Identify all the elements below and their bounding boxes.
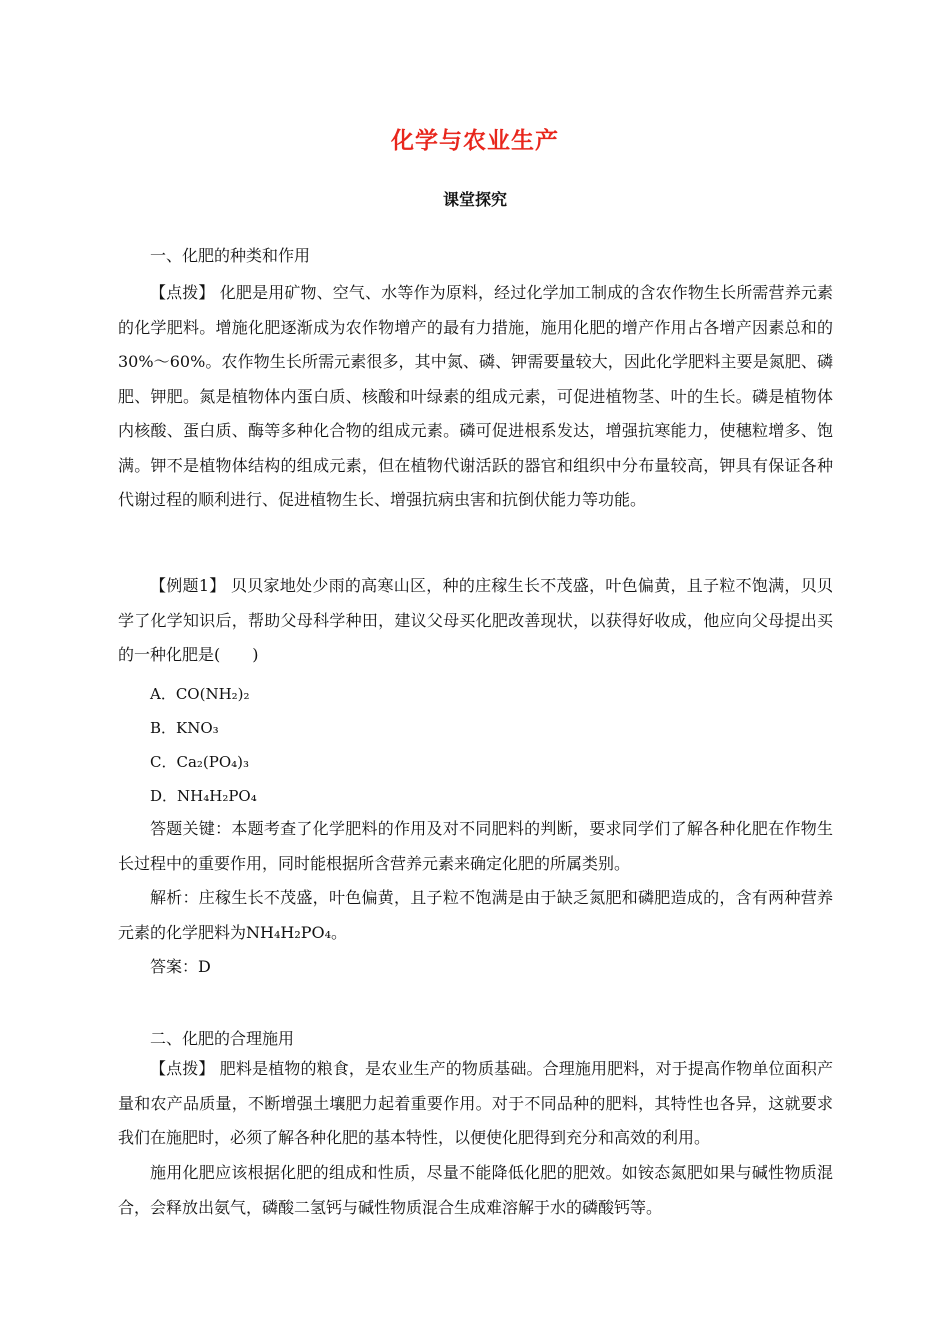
section-2-tip-paragraph [118,1052,833,1156]
page-title: 化学与农业生产 [391,128,559,154]
example-text: 贝贝家地处少雨的高寒山区，种的庄稼生长不茂盛，叶色偏黄，且子粒不饱满，贝贝学了化学知识后，帮助父母科学种田，建议父母买化肥改善现状，以获得好收成，他应向父母提出买的一种化肥是( ) [118,576,833,664]
option-d: D．NH₄H₂PO₄ [150,787,257,805]
tip-text: 化肥是用矿物、空气、水等作为原料，经过化学加工制成的含农作物生长所需营养元素的化学肥料。增施化肥逐渐成为农作物增产的最有力措施，施用化肥的增产作用占各增产因素总和的30%～60%。农作物生长所需元素很多，其中氮、磷、钾需要量较大，因此化学肥料主要是氮肥、磷肥、钾肥。氮是植物体内蛋白质、核酸和叶绿素的组成元素，可促进植物茎、叶的生长。磷是植物体内核酸、蛋白质、酶等多种化合物的组成元素。磷可促进根系发达，增强抗寒能力，使穗粒增多、饱满。钾不是植物体结构的组成元素，但在植物代谢活跃的器官和组织中分布量较高，钾具有保证各种代谢过程的顺利进行、促进植物生长、增强抗病虫害和抗倒伏能力等功能。 [118,283,833,509]
tip-label: 【点拨】 [150,1059,215,1078]
example-paragraph [118,569,833,673]
option-b: B．KNO₃ [150,719,219,737]
page-subtitle: 课堂探究 [442,190,507,209]
tip-text: 肥料是植物的粮食，是农业生产的物质基础。合理施用肥料，对于提高作物单位面积产量和农产品质量，不断增强土壤肥力起着重要作用。对于不同品种的肥料，其特性也各异，这就要求我们在施肥时，必须了解各种化肥的基本特性，以便使化肥得到充分和高效的利用。 [118,1059,833,1147]
section-2-paragraph-2: 施用化肥应该根据化肥的组成和性质，尽量不能降低化肥的肥效。如铵态氮肥如果与碱性物质混合，会释放出氨气，磷酸二氢钙与碱性物质混合生成难溶解于水的磷酸钙等。 [118,1163,833,1217]
section-1-tip-paragraph [118,276,833,518]
analysis-paragraph: 解析：庄稼生长不茂盛，叶色偏黄，且子粒不饱满是由于缺乏氮肥和磷肥造成的，含有两种营养元素的化学肥料为NH₄H₂PO₄。 [118,888,833,942]
answer-key-paragraph: 答题关键：本题考查了化学肥料的作用及对不同肥料的判断，要求同学们了解各种化肥在作物生长过程中的重要作用，同时能根据所含营养元素来确定化肥的所属类别。 [118,819,833,873]
option-a: A．CO(NH₂)₂ [150,685,250,703]
section-2-heading: 二、化肥的合理施用 [150,1029,295,1048]
option-c: C．Ca₂(PO₄)₃ [150,753,250,771]
answer-paragraph: 答案：D [150,957,211,976]
section-1-heading: 一、化肥的种类和作用 [150,246,311,265]
example-label: 【例题1】 [150,576,226,595]
tip-label: 【点拨】 [150,283,215,302]
